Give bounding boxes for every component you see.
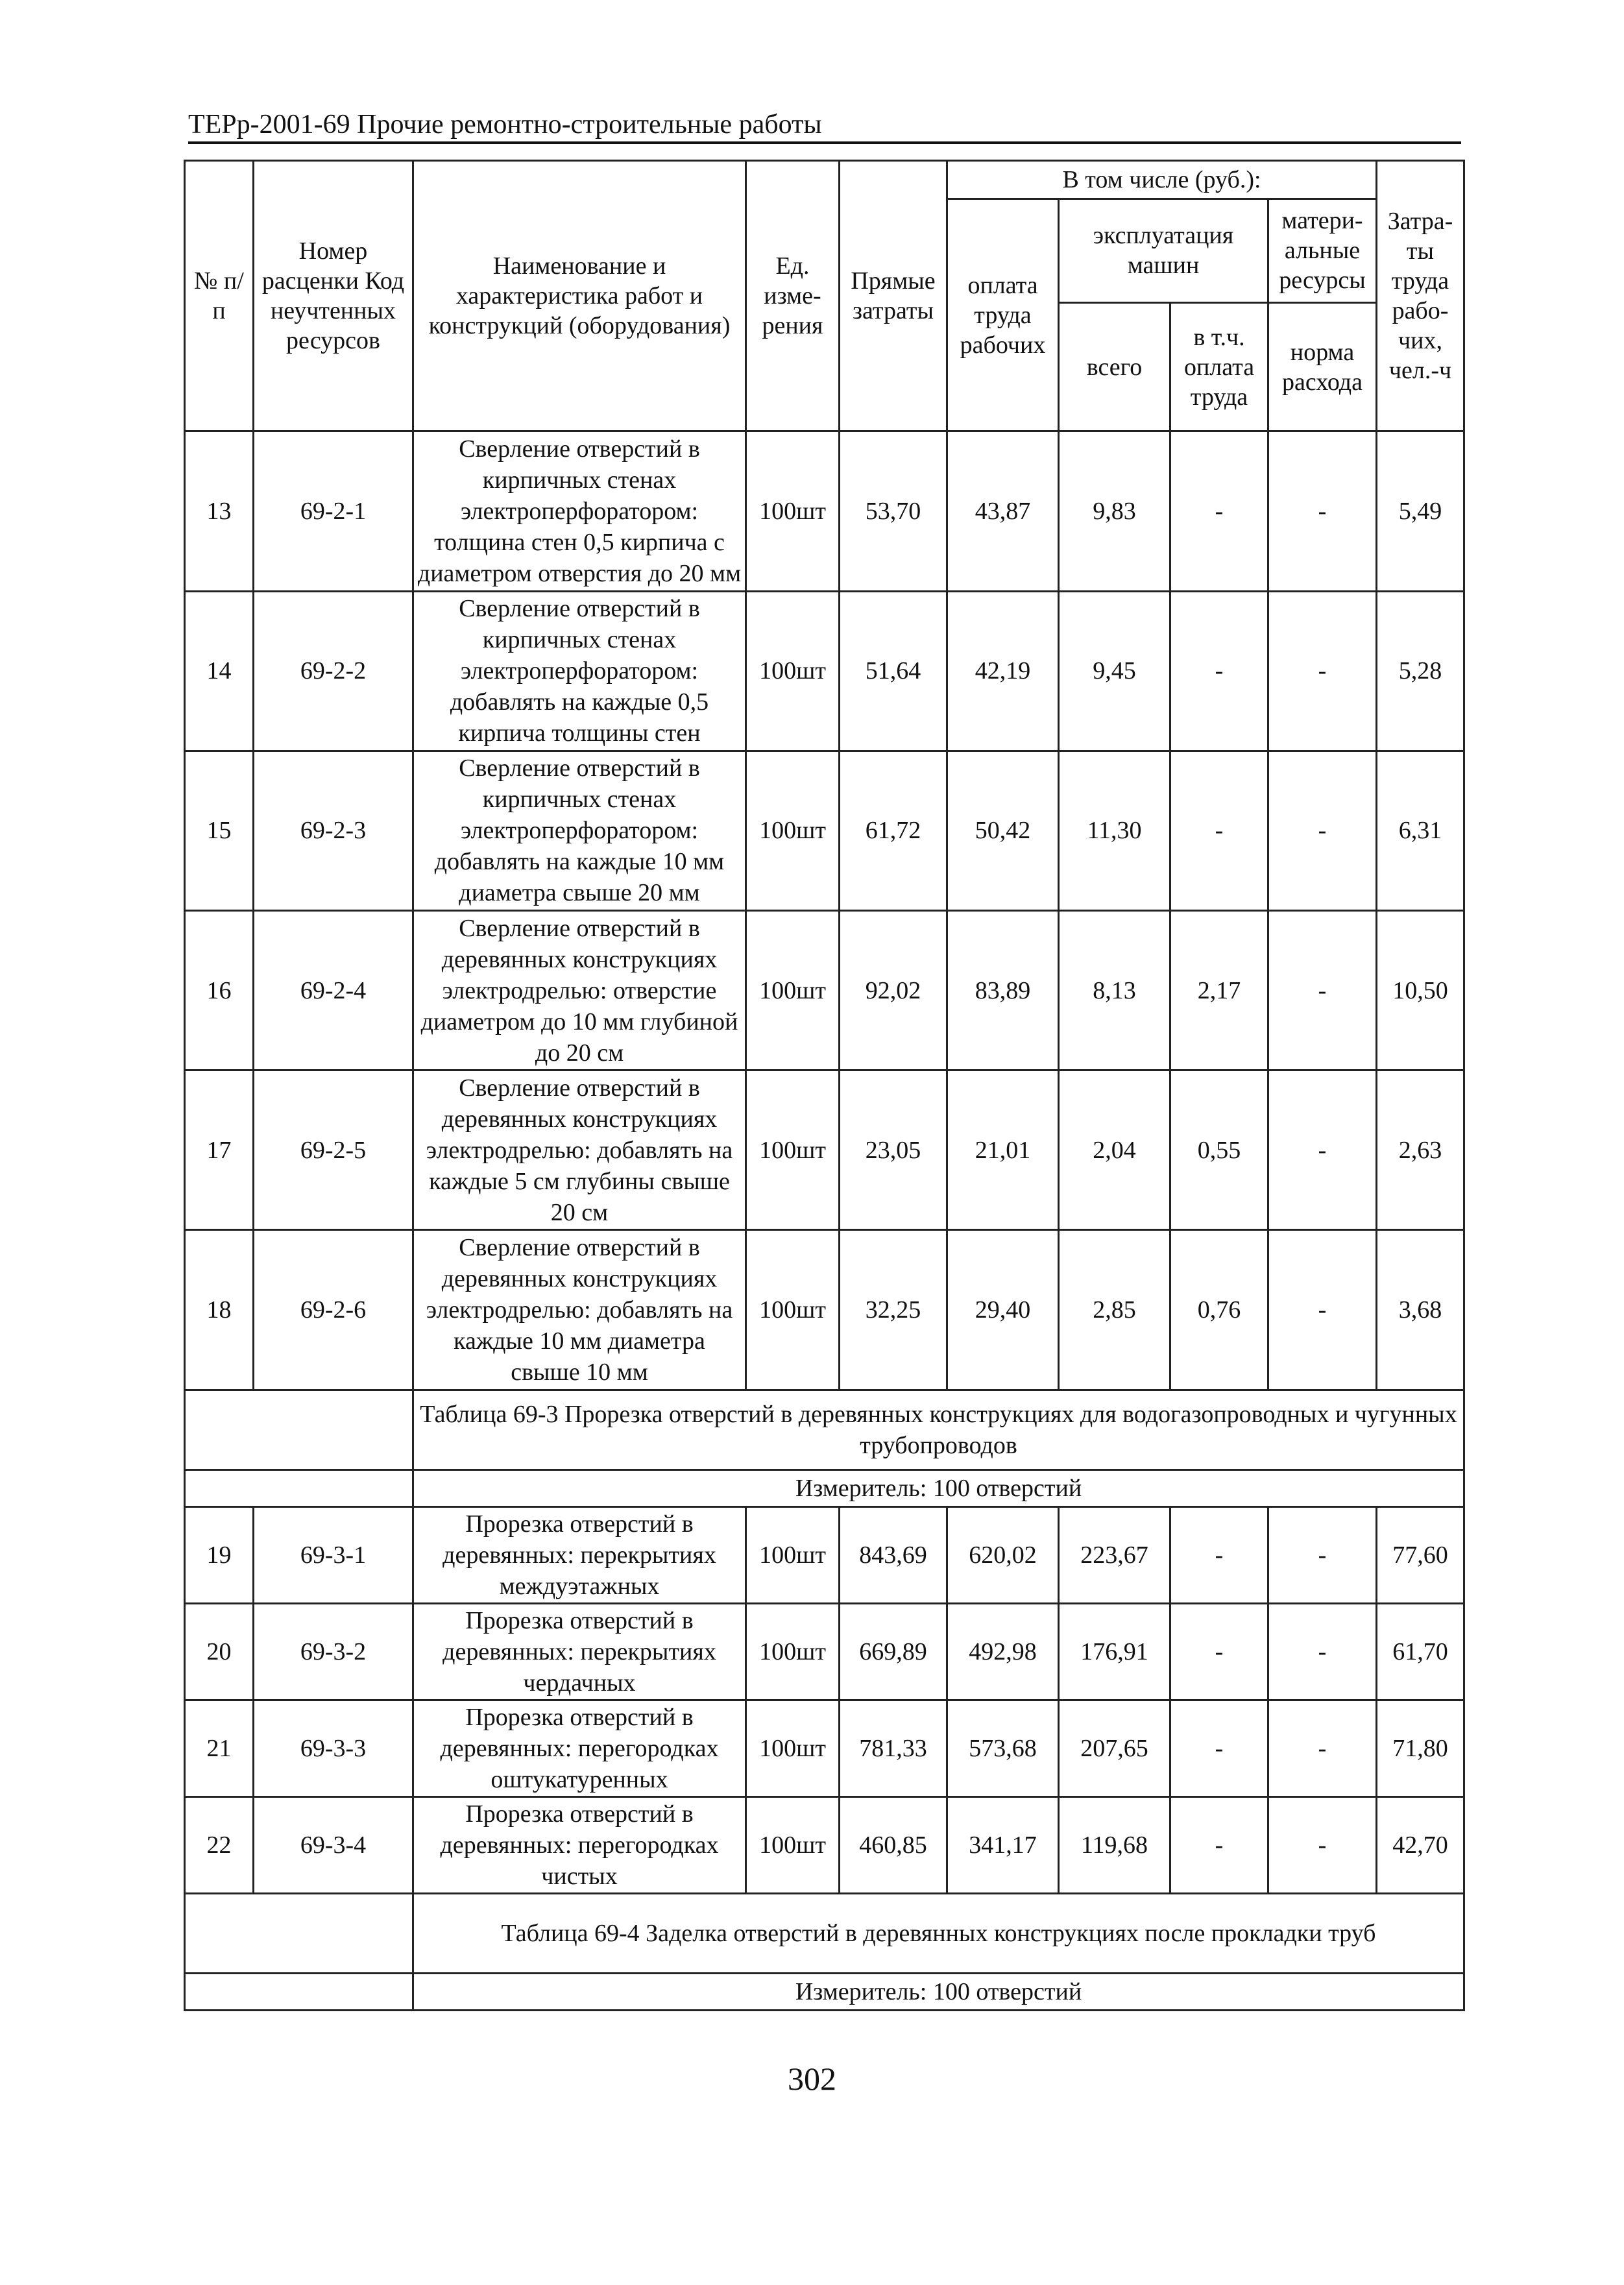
row-machines-wage: - xyxy=(1170,751,1268,910)
row-name: Сверление отверстий в деревянных конструкциях электродрелью: добавлять на каждые 5 см глубины свыше 20 см xyxy=(413,1070,746,1230)
col-num-header: № п/п xyxy=(185,161,254,431)
row-code: 69-3-3 xyxy=(254,1700,413,1796)
row-direct: 781,33 xyxy=(840,1700,947,1796)
page-header: ТЕРр-2001-69 Прочие ремонтно-строительные работы xyxy=(188,109,1461,144)
row-name: Прорезка отверстий в деревянных: перекрытиях междуэтажных xyxy=(413,1506,746,1603)
table-row xyxy=(185,1796,1464,1893)
section-title-row xyxy=(185,1390,1464,1470)
row-machines-wage: 0,76 xyxy=(1170,1230,1268,1390)
row-machines: 223,67 xyxy=(1059,1506,1170,1603)
row-unit: 100шт xyxy=(746,591,840,751)
col-machines-total-header: всего xyxy=(1059,302,1170,431)
row-machines-wage: - xyxy=(1170,431,1268,591)
row-code: 69-2-6 xyxy=(254,1230,413,1390)
row-unit: 100шт xyxy=(746,1070,840,1230)
row-materials: - xyxy=(1268,431,1377,591)
row-materials: - xyxy=(1268,591,1377,751)
row-name: Сверление отверстий в деревянных конструкциях электродрелью: отверстие диаметром до 10 мм глубиной до 20 см xyxy=(413,910,746,1070)
col-wage-header: оплата труда рабочих xyxy=(947,199,1059,431)
row-machines: 207,65 xyxy=(1059,1700,1170,1796)
row-labor: 61,70 xyxy=(1377,1603,1464,1700)
row-num: 17 xyxy=(185,1070,254,1230)
row-labor: 3,68 xyxy=(1377,1230,1464,1390)
row-unit: 100шт xyxy=(746,910,840,1070)
row-code: 69-2-5 xyxy=(254,1070,413,1230)
col-machines-wage-header: в т.ч. оплата труда xyxy=(1170,302,1268,431)
row-code: 69-2-1 xyxy=(254,431,413,591)
row-code: 69-3-1 xyxy=(254,1506,413,1603)
row-machines-wage: 2,17 xyxy=(1170,910,1268,1070)
col-labor-header: Затра-ты труда рабо-чих, чел.-ч xyxy=(1377,161,1464,431)
row-labor: 5,28 xyxy=(1377,591,1464,751)
col-including-header: В том числе (руб.): xyxy=(947,161,1377,199)
section-title-row xyxy=(185,1893,1464,1974)
row-name: Сверление отверстий в кирпичных стенах электроперфоратором: добавлять на каждые 10 мм диаметра свыше 20 мм xyxy=(413,751,746,910)
row-unit: 100шт xyxy=(746,1603,840,1700)
row-wage: 21,01 xyxy=(947,1070,1059,1230)
table-row xyxy=(185,1700,1464,1796)
row-labor: 5,49 xyxy=(1377,431,1464,591)
row-code: 69-2-2 xyxy=(254,591,413,751)
row-num: 14 xyxy=(185,591,254,751)
table-row xyxy=(185,1070,1464,1230)
row-materials: - xyxy=(1268,1230,1377,1390)
row-machines: 9,45 xyxy=(1059,591,1170,751)
row-machines-wage: - xyxy=(1170,591,1268,751)
row-machines: 8,13 xyxy=(1059,910,1170,1070)
row-num: 18 xyxy=(185,1230,254,1390)
row-wage: 620,02 xyxy=(947,1506,1059,1603)
row-wage: 43,87 xyxy=(947,431,1059,591)
row-machines-wage: 0,55 xyxy=(1170,1070,1268,1230)
row-num: 22 xyxy=(185,1796,254,1893)
col-materials-norm-header: норма расхода xyxy=(1268,302,1377,431)
section-title: Таблица 69-4 Заделка отверстий в деревянных конструкциях после прокладки труб xyxy=(413,1893,1464,1974)
table-row xyxy=(185,751,1464,910)
row-num: 21 xyxy=(185,1700,254,1796)
table-row xyxy=(185,910,1464,1070)
section-empty-cell xyxy=(185,1974,413,2011)
row-machines: 2,04 xyxy=(1059,1070,1170,1230)
row-unit: 100шт xyxy=(746,1700,840,1796)
row-code: 69-2-3 xyxy=(254,751,413,910)
section-empty-cell xyxy=(185,1470,413,1507)
section-empty-cell xyxy=(185,1390,413,1470)
row-name: Прорезка отверстий в деревянных: перекрытиях чердачных xyxy=(413,1603,746,1700)
row-unit: 100шт xyxy=(746,1796,840,1893)
table-row xyxy=(185,1506,1464,1603)
row-direct: 843,69 xyxy=(840,1506,947,1603)
row-wage: 341,17 xyxy=(947,1796,1059,1893)
row-direct: 61,72 xyxy=(840,751,947,910)
row-num: 13 xyxy=(185,431,254,591)
table-row xyxy=(185,431,1464,591)
row-num: 20 xyxy=(185,1603,254,1700)
row-wage: 29,40 xyxy=(947,1230,1059,1390)
row-machines: 11,30 xyxy=(1059,751,1170,910)
row-wage: 50,42 xyxy=(947,751,1059,910)
row-materials: - xyxy=(1268,751,1377,910)
row-materials: - xyxy=(1268,1700,1377,1796)
row-direct: 53,70 xyxy=(840,431,947,591)
section-meter: Измеритель: 100 отверстий xyxy=(413,1974,1464,2011)
page-number: 302 xyxy=(788,2061,836,2097)
col-machines-header: эксплуатация машин xyxy=(1059,199,1268,302)
row-direct: 51,64 xyxy=(840,591,947,751)
row-materials: - xyxy=(1268,1796,1377,1893)
row-wage: 42,19 xyxy=(947,591,1059,751)
col-materials-header: матери-альные ресурсы xyxy=(1268,199,1377,302)
row-unit: 100шт xyxy=(746,751,840,910)
section-meter: Измеритель: 100 отверстий xyxy=(413,1470,1464,1507)
row-machines-wage: - xyxy=(1170,1796,1268,1893)
row-machines: 119,68 xyxy=(1059,1796,1170,1893)
table-row xyxy=(185,1603,1464,1700)
row-wage: 492,98 xyxy=(947,1603,1059,1700)
row-labor: 2,63 xyxy=(1377,1070,1464,1230)
col-direct-header: Прямые затраты xyxy=(840,161,947,431)
row-direct: 669,89 xyxy=(840,1603,947,1700)
row-labor: 71,80 xyxy=(1377,1700,1464,1796)
row-machines-wage: - xyxy=(1170,1603,1268,1700)
row-code: 69-2-4 xyxy=(254,910,413,1070)
section-empty-cell xyxy=(185,1893,413,1974)
row-code: 69-3-4 xyxy=(254,1796,413,1893)
section-meter-row xyxy=(185,1974,1464,2011)
row-code: 69-3-2 xyxy=(254,1603,413,1700)
row-unit: 100шт xyxy=(746,431,840,591)
row-name: Прорезка отверстий в деревянных: перегородках оштукатуренных xyxy=(413,1700,746,1796)
row-name: Сверление отверстий в кирпичных стенах электроперфоратором: толщина стен 0,5 кирпича с диаметром отверстия до 20 мм xyxy=(413,431,746,591)
row-name: Сверление отверстий в деревянных конструкциях электродрелью: добавлять на каждые 10 мм диаметра свыше 10 мм xyxy=(413,1230,746,1390)
row-labor: 42,70 xyxy=(1377,1796,1464,1893)
row-unit: 100шт xyxy=(746,1230,840,1390)
rates-table xyxy=(184,160,1465,2011)
row-materials: - xyxy=(1268,910,1377,1070)
row-materials: - xyxy=(1268,1506,1377,1603)
table-row xyxy=(185,591,1464,751)
row-name: Прорезка отверстий в деревянных: перегородках чистых xyxy=(413,1796,746,1893)
row-machines-wage: - xyxy=(1170,1506,1268,1603)
row-wage: 573,68 xyxy=(947,1700,1059,1796)
row-num: 16 xyxy=(185,910,254,1070)
row-num: 19 xyxy=(185,1506,254,1603)
row-direct: 32,25 xyxy=(840,1230,947,1390)
row-wage: 83,89 xyxy=(947,910,1059,1070)
row-machines: 9,83 xyxy=(1059,431,1170,591)
row-direct: 92,02 xyxy=(840,910,947,1070)
col-unit-header: Ед. изме-рения xyxy=(746,161,840,431)
col-name-header: Наименование и характеристика работ и конструкций (оборудования) xyxy=(413,161,746,431)
row-materials: - xyxy=(1268,1070,1377,1230)
row-unit: 100шт xyxy=(746,1506,840,1603)
row-materials: - xyxy=(1268,1603,1377,1700)
row-machines-wage: - xyxy=(1170,1700,1268,1796)
section-meter-row xyxy=(185,1470,1464,1507)
row-machines: 2,85 xyxy=(1059,1230,1170,1390)
section-title: Таблица 69-3 Прорезка отверстий в деревянных конструкциях для водогазопроводных и чугунных трубопроводов xyxy=(413,1390,1464,1470)
row-machines: 176,91 xyxy=(1059,1603,1170,1700)
row-labor: 77,60 xyxy=(1377,1506,1464,1603)
col-code-header: Номер расценки Код неучтенных ресурсов xyxy=(254,161,413,431)
row-num: 15 xyxy=(185,751,254,910)
row-labor: 6,31 xyxy=(1377,751,1464,910)
row-labor: 10,50 xyxy=(1377,910,1464,1070)
row-direct: 460,85 xyxy=(840,1796,947,1893)
row-direct: 23,05 xyxy=(840,1070,947,1230)
table-row xyxy=(185,1230,1464,1390)
row-name: Сверление отверстий в кирпичных стенах электроперфоратором: добавлять на каждые 0,5 кирпича толщины стен xyxy=(413,591,746,751)
